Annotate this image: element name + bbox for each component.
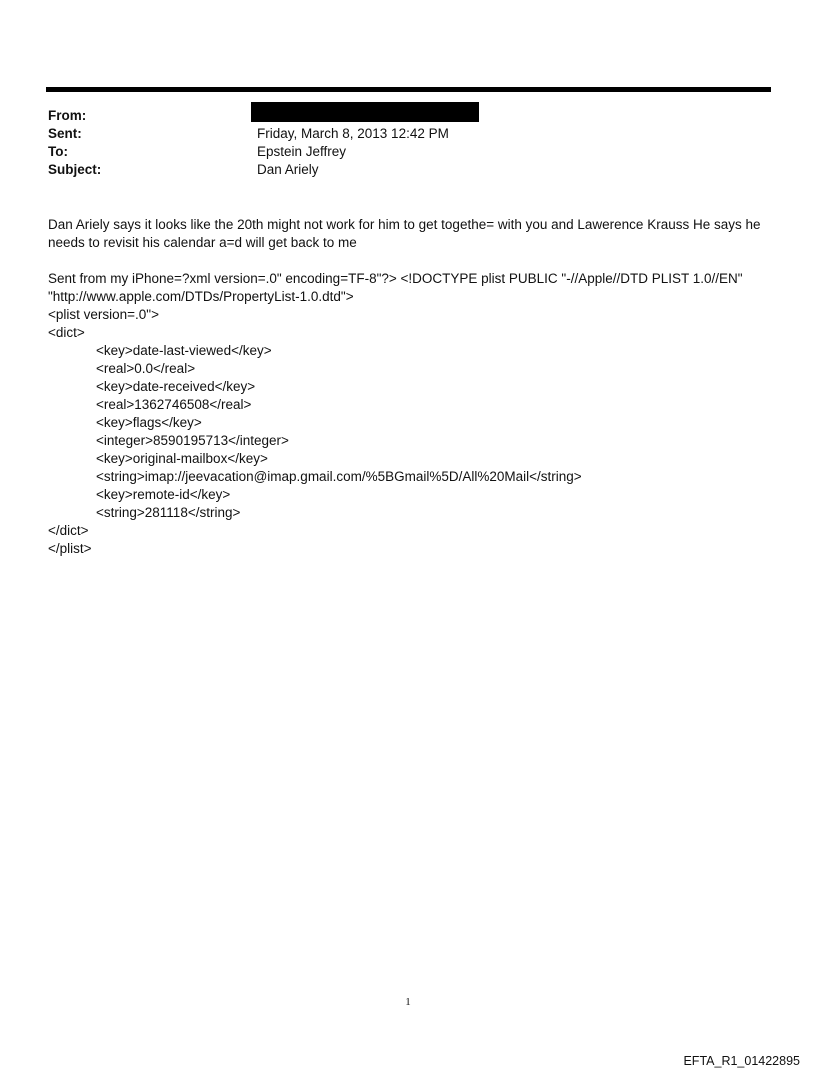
email-header xyxy=(48,107,768,179)
to-row xyxy=(48,143,768,161)
xml-indented-line: <integer>8590195713</integer> xyxy=(96,433,289,448)
paragraph-spacer xyxy=(48,252,773,270)
redaction-bar xyxy=(251,102,479,122)
xml-indented-line: <string>imap://jeevacation@imap.gmail.com/%5BGmail%5D/All%20Mail</string> xyxy=(96,469,582,484)
from-label: From: xyxy=(48,108,87,123)
subject-row xyxy=(48,161,768,179)
page-number: 1 xyxy=(405,996,411,1008)
xml-closing-line: </plist> xyxy=(48,541,92,556)
xml-indented-line: <key>date-received</key> xyxy=(96,379,256,394)
xml-indented-line: <key>flags</key> xyxy=(96,415,202,430)
xml-line: Sent from my iPhone=?xml version=.0" encoding=TF-8"?> <!DOCTYPE plist PUBLIC "-//Apple//DTD PLIST 1.0//EN" xyxy=(48,271,743,286)
xml-line: <dict> xyxy=(48,325,85,340)
xml-indented-line: <key>date-last-viewed</key> xyxy=(96,343,272,358)
xml-indented-line: <string>281118</string> xyxy=(96,505,241,520)
xml-line: "http://www.apple.com/DTDs/PropertyList-1.0.dtd"> xyxy=(48,289,354,304)
to-label: To: xyxy=(48,144,68,159)
message-paragraph: Dan Ariely says it looks like the 20th might not work for him to get togethe= with you and Lawerence Krauss He says he needs to revisit his calendar a=d will get back to me xyxy=(48,217,761,250)
xml-indented-line: <key>remote-id</key> xyxy=(96,487,231,502)
xml-line: <plist version=.0"> xyxy=(48,307,159,322)
xml-indented-line: <key>original-mailbox</key> xyxy=(96,451,268,466)
email-body xyxy=(48,216,773,558)
header-rule xyxy=(46,87,771,92)
sent-label: Sent: xyxy=(48,126,82,141)
xml-indented-line: <real>1362746508</real> xyxy=(96,397,252,412)
document-id: EFTA_R1_01422895 xyxy=(683,1054,800,1068)
xml-closing-line: </dict> xyxy=(48,523,89,538)
sent-row xyxy=(48,125,768,143)
subject-label: Subject: xyxy=(48,162,102,177)
sent-value: Friday, March 8, 2013 12:42 PM xyxy=(257,126,449,141)
xml-indented-line: <real>0.0</real> xyxy=(96,361,196,376)
to-value: Epstein Jeffrey xyxy=(257,144,347,159)
from-row xyxy=(48,107,768,125)
subject-value: Dan Ariely xyxy=(257,162,319,177)
